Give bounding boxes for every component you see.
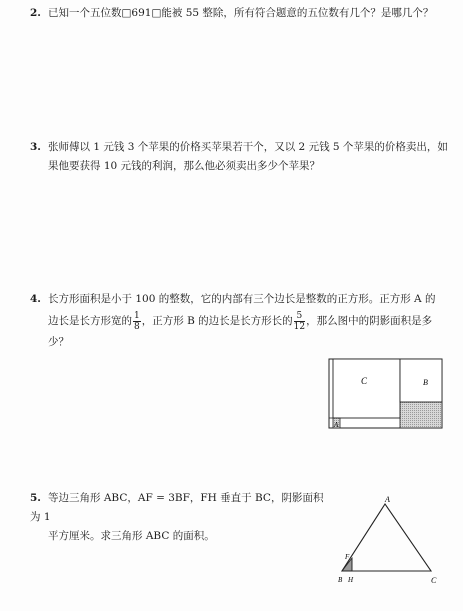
shaded-region [400, 402, 442, 428]
triangle-abc [342, 504, 431, 571]
text-segment: ，正方形 B 的边长是长方形长的 [141, 315, 293, 327]
problem-4 [30, 290, 450, 352]
problem-text-line2: 果他要获得 10 元钱的利润，那么他必须卖出多少个苹果？ [48, 160, 321, 172]
rectangle-squares-figure [328, 358, 444, 430]
numerator: 5 [294, 311, 305, 322]
fraction-one-eighth [133, 311, 141, 332]
problem-text-line2: 平方厘米。求三角形 ABC 的面积。 [48, 530, 215, 542]
label-h: H [348, 576, 354, 584]
label-a: A [385, 495, 390, 504]
problem-5 [30, 489, 330, 546]
label-f: F [345, 553, 350, 561]
label-c: C [431, 576, 437, 585]
label-a: A [334, 421, 339, 429]
problem-number: 4. [30, 293, 41, 305]
triangle-figure [335, 494, 445, 594]
problem-text-line2 [30, 309, 450, 333]
text-segment: 边长是长方形宽的 [48, 315, 132, 327]
denominator: 8 [134, 321, 140, 332]
problem-text-line1: 张师傅以 1 元钱 3 个苹果的价格买苹果若干个，又以 2 元钱 5 个苹果的价格卖出，如 [48, 141, 448, 153]
denominator: 12 [293, 321, 306, 332]
square-b [400, 359, 442, 402]
problem-text-line1: 长方形面积是小于 100 的整数，它的内部有三个边长是整数的正方形。正方形 A 的 [48, 293, 436, 305]
problem-text: 已知一个五位数□691□能被 55 整除，所有符合题意的五位数有几个？是哪几个？ [48, 7, 434, 19]
label-b: B [338, 576, 343, 584]
fraction-five-twelfths [294, 311, 305, 332]
problem-text-line3: 少？ [48, 336, 69, 348]
problem-number: 5. [30, 492, 41, 504]
label-c: C [361, 376, 368, 386]
problem-2 [30, 4, 450, 23]
problem-3 [30, 138, 450, 176]
problem-text-line1: 等边三角形 ABC，AF = 3BF，FH 垂直于 BC，阴影面积为 1 [30, 492, 324, 523]
problem-number: 3. [30, 141, 41, 153]
label-b: B [423, 378, 428, 387]
square-c [333, 359, 400, 418]
problem-number: 2. [30, 7, 41, 19]
numerator: 1 [134, 310, 140, 321]
text-segment: ，那么图中的阴影面积是多 [306, 315, 433, 327]
